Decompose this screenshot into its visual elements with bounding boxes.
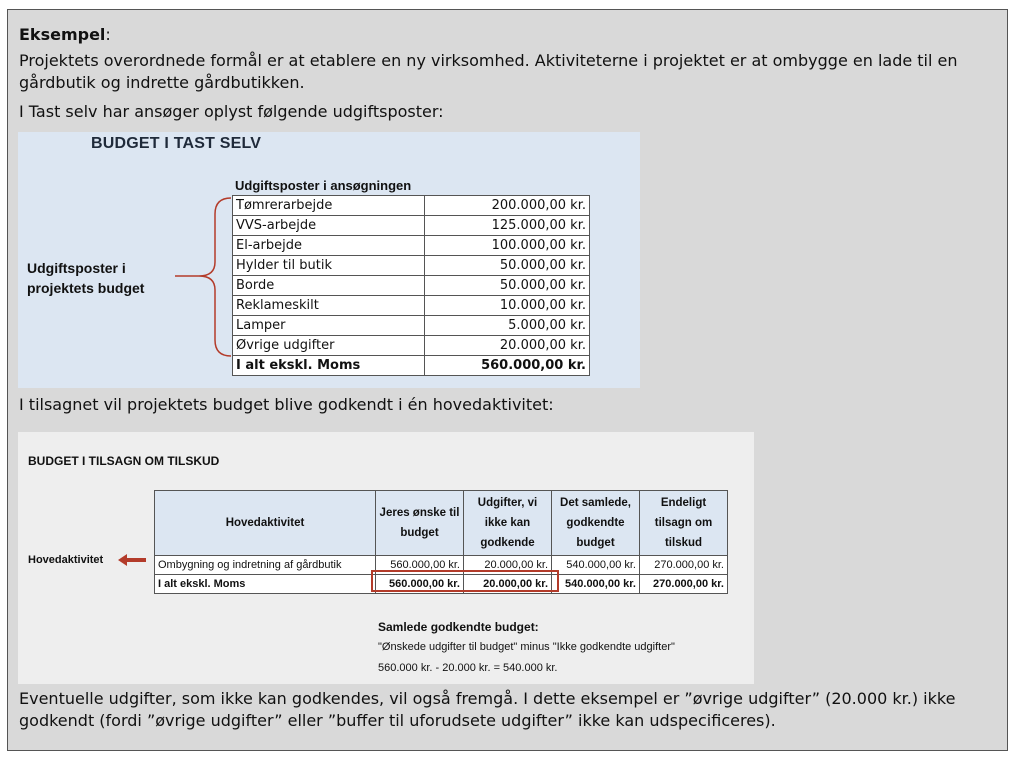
value-cell: 560.000,00 kr. <box>376 556 464 575</box>
table-row <box>233 336 590 356</box>
budget-tast-selv-title: BUDGET I TAST SELV <box>91 135 262 152</box>
expense-table <box>232 195 590 376</box>
col-header: Jeres ønske til budget <box>376 491 464 556</box>
brace-icon <box>173 196 233 360</box>
example-box <box>7 9 1008 751</box>
value-cell: 540.000,00 kr. <box>552 575 640 594</box>
intro-paragraph: Projektets overordnede formål er at etablere en ny virksomhed. Aktiviteterne i projektet er at ombygge en lade til en gårdbutik og indrette gårdbutikken. <box>19 51 958 92</box>
table-row <box>233 196 590 216</box>
summary-line: "Ønskede udgifter til budget" minus "Ikke godkendte udgifter" <box>378 641 675 653</box>
activity-cell: Ombygning og indretning af gårdbutik <box>155 556 376 575</box>
col-header: Endeligt tilsagn om tilskud <box>640 491 728 556</box>
table-row <box>233 236 590 256</box>
col-header: Hovedaktivitet <box>155 491 376 556</box>
table-row <box>233 276 590 296</box>
table-row <box>233 256 590 276</box>
summary-title: Samlede godkendte budget: <box>378 620 539 634</box>
expense-value-cell: 10.000,00 kr. <box>425 296 590 316</box>
hovedaktivitet-label: Hovedaktivitet <box>28 554 104 566</box>
value-cell: 270.000,00 kr. <box>640 556 728 575</box>
expense-value-cell: 100.000,00 kr. <box>425 236 590 256</box>
expense-name-cell: Øvrige udgifter <box>233 336 425 356</box>
expense-value-cell: 560.000,00 kr. <box>425 356 590 376</box>
side-label: Udgiftsposter i projektets budget <box>27 260 145 296</box>
expense-value-cell: 125.000,00 kr. <box>425 216 590 236</box>
value-cell: 20.000,00 kr. <box>464 575 552 594</box>
budget-tilsagn-image <box>18 432 754 684</box>
col-header: Det samlede, godkendte budget <box>552 491 640 556</box>
expense-name-cell: Reklameskilt <box>233 296 425 316</box>
expense-name-cell: Hylder til butik <box>233 256 425 276</box>
value-cell: 20.000,00 kr. <box>464 556 552 575</box>
col-header: Udgifter, vi ikke kan godkende <box>464 491 552 556</box>
expense-caption: Udgiftsposter i ansøgningen <box>235 178 412 193</box>
activity-cell: I alt ekskl. Moms <box>155 575 376 594</box>
expense-value-cell: 50.000,00 kr. <box>425 256 590 276</box>
expense-name-cell: I alt ekskl. Moms <box>233 356 425 376</box>
expense-value-cell: 50.000,00 kr. <box>425 276 590 296</box>
total-row <box>233 356 590 376</box>
value-cell: 270.000,00 kr. <box>640 575 728 594</box>
highlight-box <box>371 570 559 592</box>
example-label: Eksempel <box>19 25 106 44</box>
budget-tilsagn-title: BUDGET I TILSAGN OM TILSKUD <box>28 454 220 468</box>
expense-name-cell: El-arbejde <box>233 236 425 256</box>
intro-heading: Eksempel: <box>19 25 111 44</box>
value-cell: 560.000,00 kr. <box>376 575 464 594</box>
expense-value-cell: 20.000,00 kr. <box>425 336 590 356</box>
budget-tast-selv-image <box>18 132 640 388</box>
intro-paragraph-2: I Tast selv har ansøger oplyst følgende udgiftsposter: <box>19 102 444 121</box>
middle-text: I tilsagnet vil projektets budget blive godkendt i én hovedaktivitet: <box>19 395 554 414</box>
summary-line: 560.000 kr. - 20.000 kr. = 540.000 kr. <box>378 662 558 674</box>
expense-name-cell: VVS-arbejde <box>233 216 425 236</box>
expense-name-cell: Lamper <box>233 316 425 336</box>
expense-value-cell: 5.000,00 kr. <box>425 316 590 336</box>
table-row <box>233 296 590 316</box>
closing-text: Eventuelle udgifter, som ikke kan godkendes, vil også fremgå. I dette eksempel er ”øvrige udgifter” (20.000 kr.) ikke godkendt (fordi ”øvrige udgifter” eller ”buffer til uforudsete udgifter” ikke kan udspecificeres). <box>19 689 956 730</box>
table-row <box>233 316 590 336</box>
expense-value-cell: 200.000,00 kr. <box>425 196 590 216</box>
table-row <box>233 216 590 236</box>
value-cell: 540.000,00 kr. <box>552 556 640 575</box>
expense-name-cell: Borde <box>233 276 425 296</box>
arrow-left-icon <box>118 553 148 567</box>
expense-name-cell: Tømrerarbejde <box>233 196 425 216</box>
